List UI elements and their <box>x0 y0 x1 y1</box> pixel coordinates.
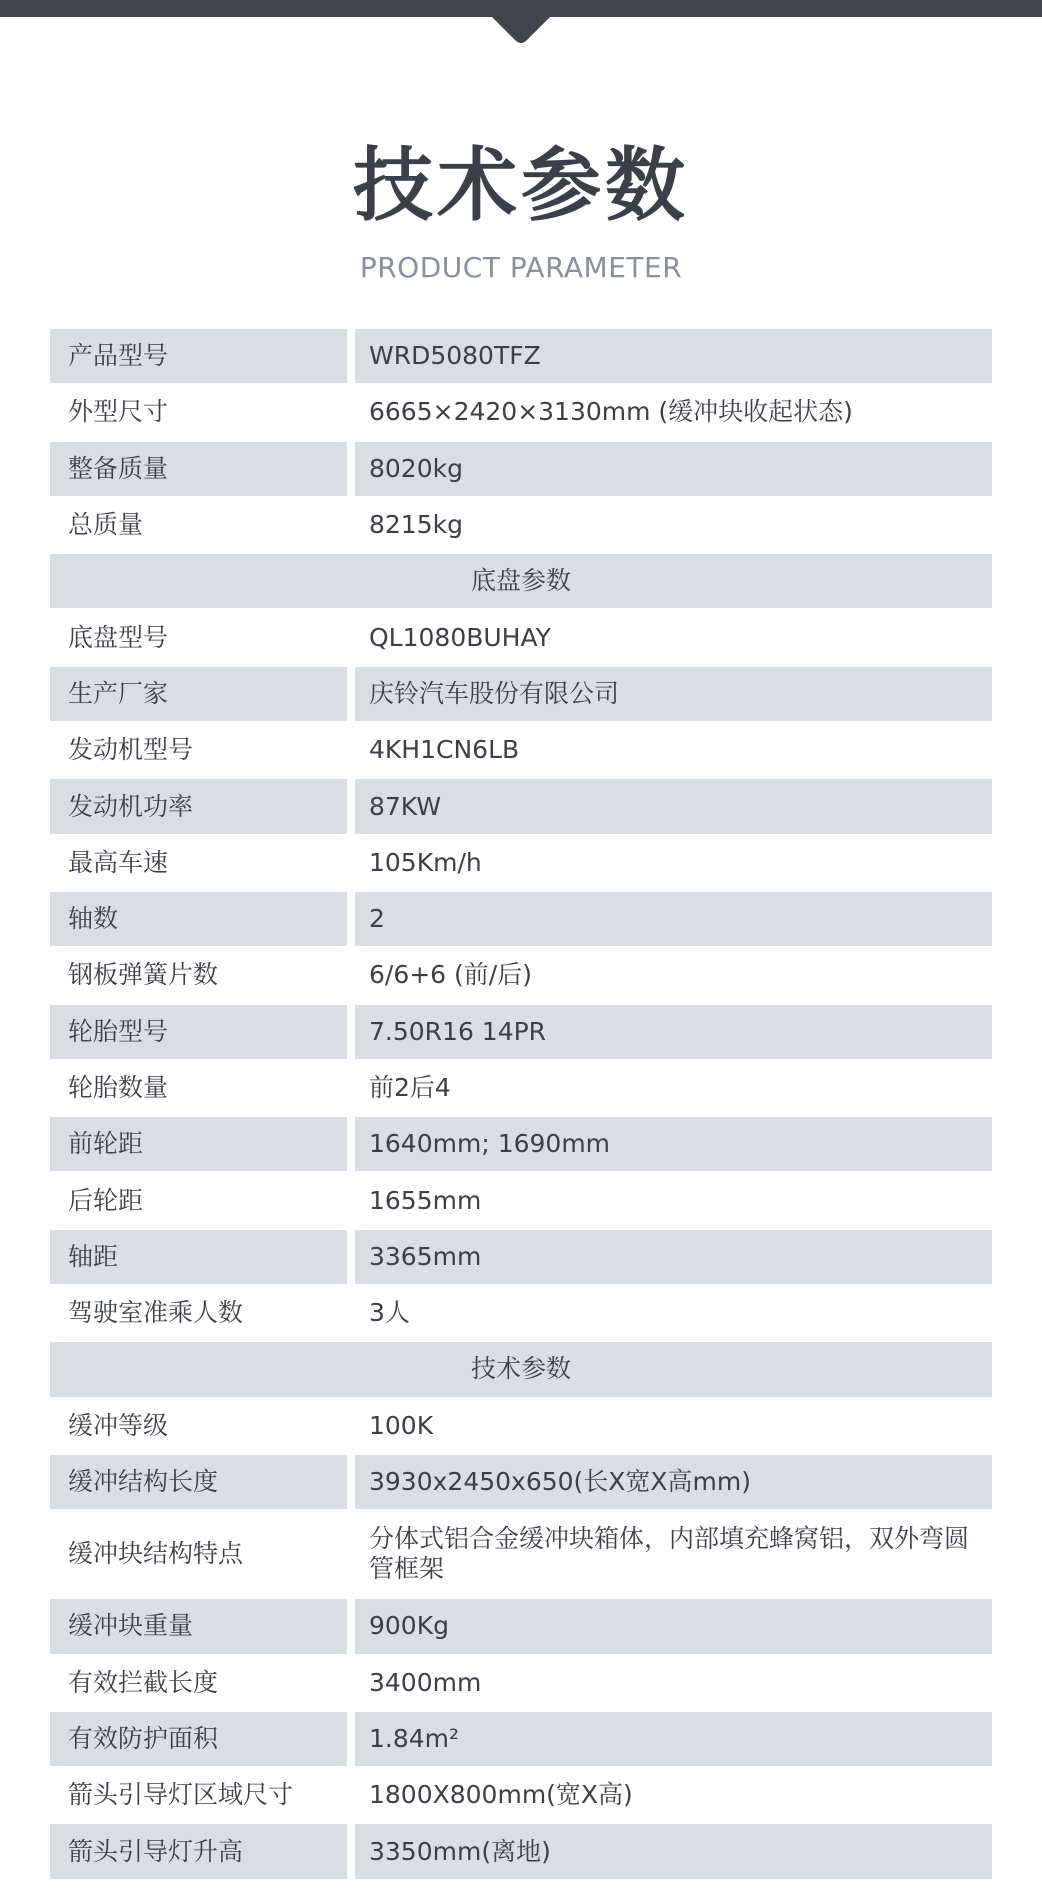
param-label: 缓冲等级 <box>50 1399 347 1453</box>
param-label: 外型尺寸 <box>50 385 347 439</box>
param-value: 87KW <box>355 779 992 833</box>
table-row <box>50 498 992 552</box>
table-row <box>50 329 992 383</box>
param-label: 整备质量 <box>50 442 347 496</box>
param-value: 6/6+6 (前/后) <box>355 948 992 1002</box>
top-bar <box>0 0 1042 17</box>
param-label: 钢板弹簧片数 <box>50 948 347 1002</box>
param-label: 轴数 <box>50 892 347 946</box>
table-row <box>50 723 992 777</box>
page-subtitle: PRODUCT PARAMETER <box>359 251 683 284</box>
section-header-row <box>50 1342 992 1396</box>
param-label: 底盘型号 <box>50 610 347 664</box>
table-row <box>50 1824 992 1878</box>
param-value: 1640mm; 1690mm <box>355 1117 992 1171</box>
table-row <box>50 1230 992 1284</box>
param-value: 1800X800mm(宽X高) <box>355 1768 992 1822</box>
parameter-table <box>50 329 992 1881</box>
param-value: 3930x2450x650(长X宽X高mm) <box>355 1455 992 1509</box>
param-value: 7.50R16 14PR <box>355 1005 992 1059</box>
param-label: 后轮距 <box>50 1173 347 1227</box>
table-row <box>50 1712 992 1766</box>
table-row <box>50 1511 992 1597</box>
table-row <box>50 610 992 664</box>
param-value: QL1080BUHAY <box>355 610 992 664</box>
param-label: 总质量 <box>50 498 347 552</box>
param-value: 8020kg <box>355 442 992 496</box>
param-value: 庆铃汽车股份有限公司 <box>355 667 992 721</box>
table-row <box>50 1005 992 1059</box>
table-row <box>50 836 992 890</box>
param-value: 100K <box>355 1399 992 1453</box>
param-label: 生产厂家 <box>50 667 347 721</box>
param-label: 前轮距 <box>50 1117 347 1171</box>
table-row <box>50 948 992 1002</box>
param-value: WRD5080TFZ <box>355 329 992 383</box>
param-label: 缓冲块结构特点 <box>50 1511 347 1597</box>
param-label: 有效防护面积 <box>50 1712 347 1766</box>
down-notch-icon <box>491 16 551 44</box>
param-value: 3400mm <box>355 1656 992 1710</box>
table-row <box>50 779 992 833</box>
param-value: 900Kg <box>355 1599 992 1653</box>
param-label: 缓冲结构长度 <box>50 1455 347 1509</box>
section-header-row <box>50 554 992 608</box>
param-label: 箭头引导灯升高 <box>50 1824 347 1878</box>
param-label: 缓冲块重量 <box>50 1599 347 1653</box>
param-value: 2 <box>355 892 992 946</box>
table-row <box>50 1399 992 1453</box>
param-label: 发动机功率 <box>50 779 347 833</box>
table-row <box>50 1768 992 1822</box>
section-header: 技术参数 <box>50 1342 992 1396</box>
table-row <box>50 1656 992 1710</box>
param-value: 4KH1CN6LB <box>355 723 992 777</box>
param-value: 分体式铝合金缓冲块箱体，内部填充蜂窝铝，双外弯圆管框架 <box>355 1511 992 1597</box>
param-value: 6665×2420×3130mm (缓冲块收起状态) <box>355 385 992 439</box>
param-value: 前2后4 <box>355 1061 992 1115</box>
header <box>0 136 1042 286</box>
table-row <box>50 1455 992 1509</box>
param-label: 箭头引导灯区域尺寸 <box>50 1768 347 1822</box>
param-value: 3350mm(离地) <box>355 1824 992 1878</box>
section-header: 底盘参数 <box>50 554 992 608</box>
param-label: 最高车速 <box>50 836 347 890</box>
param-value: 1655mm <box>355 1173 992 1227</box>
param-label: 轮胎型号 <box>50 1005 347 1059</box>
param-label: 产品型号 <box>50 329 347 383</box>
table-row <box>50 1117 992 1171</box>
param-value: 1.84m² <box>355 1712 992 1766</box>
param-label: 轮胎数量 <box>50 1061 347 1115</box>
param-value: 3人 <box>355 1286 992 1340</box>
page-title: 技术参数 <box>353 139 689 232</box>
param-label: 驾驶室准乘人数 <box>50 1286 347 1340</box>
param-label: 轴距 <box>50 1230 347 1284</box>
table-row <box>50 1173 992 1227</box>
table-row <box>50 442 992 496</box>
param-value: 8215kg <box>355 498 992 552</box>
table-row <box>50 1061 992 1115</box>
param-value: 3365mm <box>355 1230 992 1284</box>
param-label: 发动机型号 <box>50 723 347 777</box>
table-row <box>50 667 992 721</box>
table-row <box>50 1599 992 1653</box>
param-label: 有效拦截长度 <box>50 1656 347 1710</box>
table-row <box>50 1286 992 1340</box>
table-row <box>50 892 992 946</box>
param-value: 105Km/h <box>355 836 992 890</box>
table-row <box>50 385 992 439</box>
